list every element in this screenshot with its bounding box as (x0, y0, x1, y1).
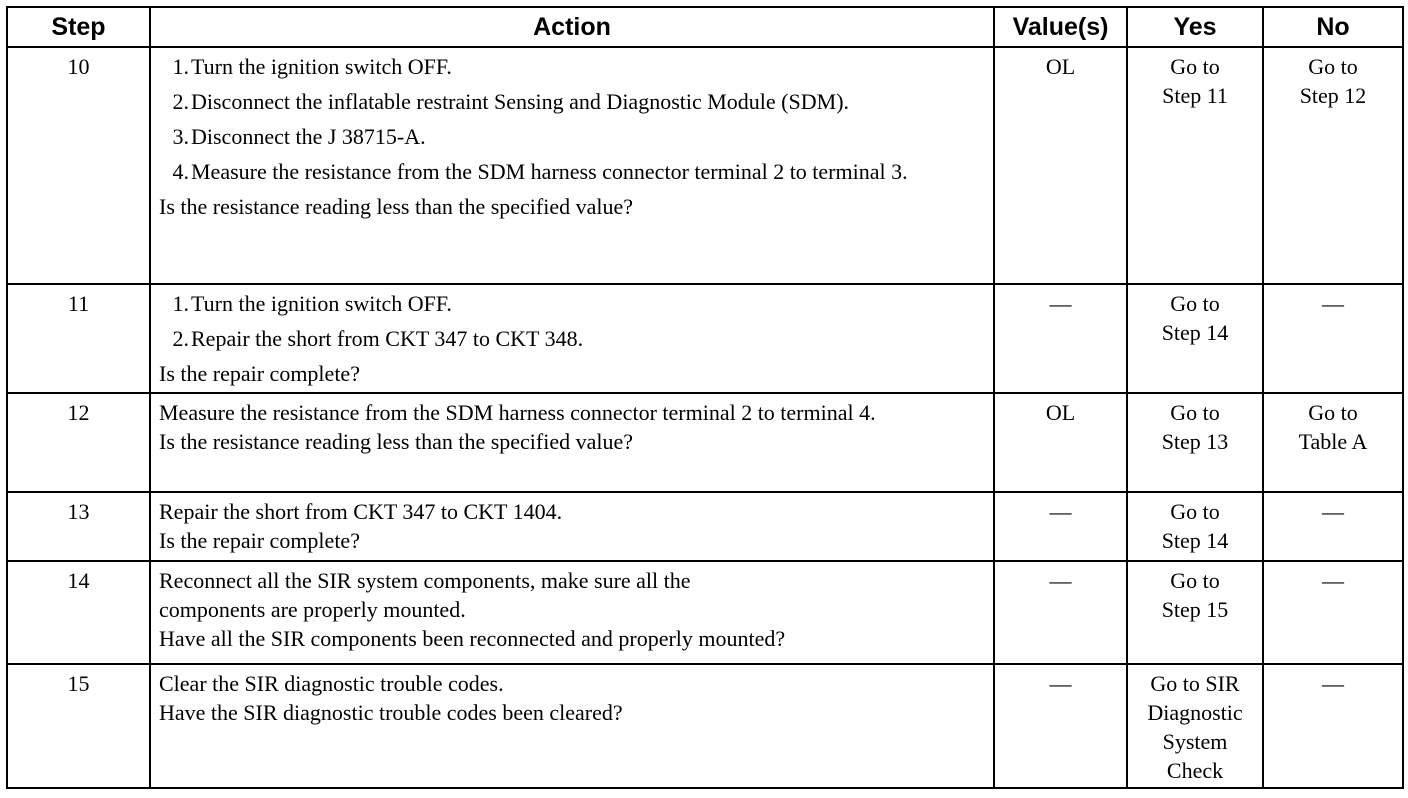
action-question: Have all the SIR components been reconnected and properly mounted? (159, 626, 786, 651)
no-text: Go to (1308, 54, 1358, 79)
no-cell (1263, 492, 1403, 561)
action-text: Repair the short from CKT 347 to CKT 1404. (159, 499, 563, 524)
yes-text: Go to (1170, 291, 1220, 316)
table-body (7, 47, 1403, 788)
list-item (172, 52, 979, 81)
action-text: Clear the SIR diagnostic trouble codes. (159, 671, 504, 696)
yes-text: Go to (1170, 400, 1220, 425)
list-item (172, 157, 979, 186)
step-number: 14 (7, 561, 150, 664)
action-steps-list (159, 52, 979, 186)
header-action: Action (150, 7, 994, 47)
table-row (7, 561, 1403, 664)
action-cell (150, 393, 994, 492)
action-cell (150, 284, 994, 393)
action-question: Is the repair complete? (159, 528, 360, 553)
action-question: Is the resistance reading less than the specified value? (159, 194, 634, 219)
yes-text: Go to (1170, 499, 1220, 524)
list-item-text: Disconnect the inflatable restraint Sensing and Diagnostic Module (SDM). (191, 89, 850, 114)
yes-text: Go to (1170, 54, 1220, 79)
list-item-number: 4. (172, 159, 189, 184)
action-cell (150, 47, 994, 284)
action-cell (150, 561, 994, 664)
action-cell (150, 492, 994, 561)
no-text: — (1322, 291, 1344, 316)
action-question: Is the resistance reading less than the specified value? (159, 429, 634, 454)
no-text: Step 12 (1299, 83, 1367, 108)
table-row (7, 664, 1403, 788)
list-item-number: 3. (172, 124, 189, 149)
yes-text: Step 11 (1162, 83, 1228, 108)
step-number: 10 (7, 47, 150, 284)
yes-text: Step 13 (1161, 429, 1229, 454)
yes-text: Check (1166, 758, 1224, 783)
header-yes: Yes (1127, 7, 1263, 47)
value-cell: — (994, 284, 1127, 393)
action-question: Is the repair complete? (159, 361, 360, 386)
diagnostic-table (6, 6, 1404, 789)
yes-text: Diagnostic (1147, 700, 1243, 725)
list-item-text: Repair the short from CKT 347 to CKT 348. (191, 326, 584, 351)
list-item (172, 324, 979, 353)
table-row (7, 284, 1403, 393)
list-item-text: Measure the resistance from the SDM harness connector terminal 2 to terminal 3. (191, 159, 908, 184)
no-cell (1263, 561, 1403, 664)
value-cell: OL (994, 47, 1127, 284)
list-item-number: 2. (172, 326, 189, 351)
yes-text: Step 14 (1161, 528, 1229, 553)
no-cell (1263, 664, 1403, 788)
list-item-number: 1. (172, 291, 189, 316)
no-cell (1263, 284, 1403, 393)
action-text: Reconnect all the SIR system components, make sure all the (159, 568, 691, 593)
header-row (7, 7, 1403, 47)
action-text: Measure the resistance from the SDM harness connector terminal 2 to terminal 4. (159, 400, 876, 425)
yes-text: Step 14 (1161, 320, 1229, 345)
step-number: 13 (7, 492, 150, 561)
list-item-text: Turn the ignition switch OFF. (191, 54, 452, 79)
header-no: No (1263, 7, 1403, 47)
value-cell: OL (994, 393, 1127, 492)
no-text: Go to (1308, 400, 1358, 425)
no-text: Table A (1298, 429, 1368, 454)
list-item (172, 289, 979, 318)
header-values: Value(s) (994, 7, 1127, 47)
yes-cell (1127, 393, 1263, 492)
list-item (172, 87, 979, 116)
list-item-text: Disconnect the J 38715-A. (191, 124, 426, 149)
yes-text: System (1162, 729, 1228, 754)
yes-cell (1127, 47, 1263, 284)
list-item-number: 1. (172, 54, 189, 79)
yes-cell (1127, 561, 1263, 664)
header-step: Step (7, 7, 150, 47)
table-row (7, 393, 1403, 492)
list-item (172, 122, 979, 151)
action-steps-list (159, 289, 979, 353)
yes-text: Go to SIR (1150, 671, 1240, 696)
list-item-number: 2. (172, 89, 189, 114)
no-text: — (1322, 568, 1344, 593)
action-question: Have the SIR diagnostic trouble codes been cleared? (159, 700, 623, 725)
step-number: 12 (7, 393, 150, 492)
table-row (7, 47, 1403, 284)
yes-text: Step 15 (1161, 597, 1229, 622)
no-cell (1263, 47, 1403, 284)
no-cell (1263, 393, 1403, 492)
action-text: components are properly mounted. (159, 597, 466, 622)
yes-cell (1127, 492, 1263, 561)
no-text: — (1322, 499, 1344, 524)
no-text: — (1322, 671, 1344, 696)
action-cell (150, 664, 994, 788)
yes-cell (1127, 664, 1263, 788)
value-cell: — (994, 492, 1127, 561)
value-cell: — (994, 561, 1127, 664)
table-row (7, 492, 1403, 561)
yes-text: Go to (1170, 568, 1220, 593)
step-number: 11 (7, 284, 150, 393)
value-cell: — (994, 664, 1127, 788)
list-item-text: Turn the ignition switch OFF. (191, 291, 452, 316)
step-number: 15 (7, 664, 150, 788)
yes-cell (1127, 284, 1263, 393)
